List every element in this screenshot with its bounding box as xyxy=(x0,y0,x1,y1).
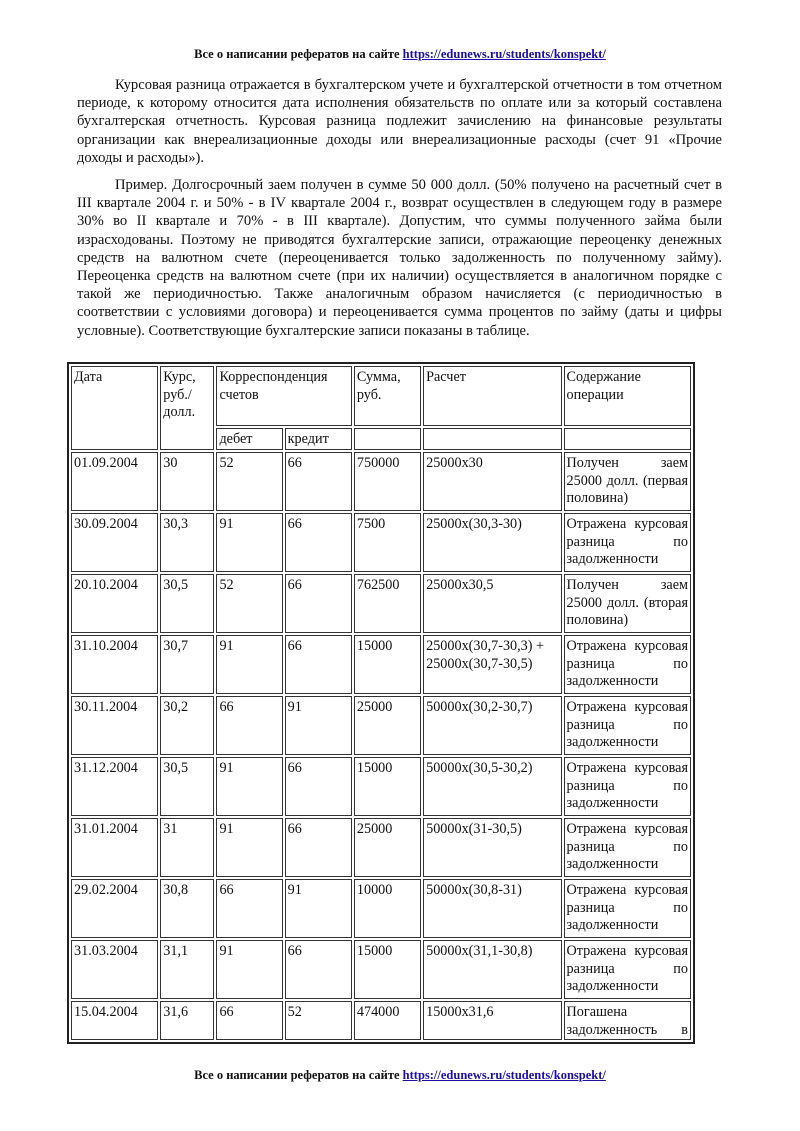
header-debit: дебет xyxy=(216,428,282,450)
cell-rate: 30,7 xyxy=(160,635,214,694)
operations-table xyxy=(67,362,695,1044)
cell-sum: 7500 xyxy=(354,513,421,572)
cell-credit: 66 xyxy=(285,513,352,572)
table-row xyxy=(71,513,691,572)
cell-desc: Погашена задолженность в xyxy=(564,1001,691,1040)
cell-desc: Отражена курсовая разница по задолженности xyxy=(564,513,691,572)
table-row xyxy=(71,635,691,694)
cell-rate: 30 xyxy=(160,452,214,511)
banner-text: Все о написании рефератов на сайте xyxy=(194,1068,403,1082)
cell-debit: 66 xyxy=(216,1001,282,1040)
table-row xyxy=(71,757,691,816)
header-rate: Курс, руб./ долл. xyxy=(160,366,214,450)
cell-debit: 91 xyxy=(216,818,282,877)
cell-credit: 66 xyxy=(285,818,352,877)
cell-rate: 30,5 xyxy=(160,574,214,633)
header-banner xyxy=(0,47,800,62)
cell-date: 31.03.2004 xyxy=(71,940,158,999)
paragraph-example: Пример. Долгосрочный заем получен в сумме 50 000 долл. (50% получено на расчетный счет в III квартале 2004 г. и 50% - в IV квартале 2004 г., возврат осуществлен в следующем году в размере 30% во II квартале и 70% - в III квартале). Допустим, что суммы полученного займа были израсходованы. Поэтому не приводятся бухгалтерские записи, отражающие переоценку денежных средств на валютном счете (переоценивается только задолженность по полученному займу). Переоценка средств на валютном счете (при их наличии) осуществляется в аналогичном порядке с такой же периодичностью. Также аналогичным образом начисляется (с периодичностью в соответствии с условиями договора) и переоценивается сумма процентов по займу (даты и цифры условные). Соответствующие бухгалтерские записи показаны в таблице. xyxy=(77,177,722,339)
cell-date: 15.04.2004 xyxy=(71,1001,158,1040)
cell-debit: 91 xyxy=(216,513,282,572)
cell-credit: 66 xyxy=(285,757,352,816)
cell-debit: 91 xyxy=(216,635,282,694)
cell-desc: Отражена курсовая разница по задолженности xyxy=(564,696,691,755)
cell-debit: 66 xyxy=(216,879,282,938)
cell-calc: 15000х31,6 xyxy=(423,1001,561,1040)
cell-debit: 91 xyxy=(216,940,282,999)
cell-debit: 52 xyxy=(216,574,282,633)
cell-desc: Отражена курсовая разница по задолженности xyxy=(564,940,691,999)
cell-desc: Получен заем 25000 долл. (первая половина) xyxy=(564,452,691,511)
header-sum: Сумма, руб. xyxy=(354,366,421,426)
table-row xyxy=(71,940,691,999)
cell-sum: 474000 xyxy=(354,1001,421,1040)
cell-rate: 30,8 xyxy=(160,879,214,938)
cell-calc: 50000х(30,2-30,7) xyxy=(423,696,561,755)
banner-link[interactable]: https://edunews.ru/students/konspekt/ xyxy=(402,47,606,61)
header-date: Дата xyxy=(71,366,158,450)
cell-debit: 91 xyxy=(216,757,282,816)
table-header-row xyxy=(71,366,691,426)
header-calculation: Расчет xyxy=(423,366,561,426)
banner-text: Все о написании рефератов на сайте xyxy=(194,47,403,61)
footer-banner xyxy=(0,1068,800,1083)
cell-calc: 25000х30,5 xyxy=(423,574,561,633)
cell-date: 29.02.2004 xyxy=(71,879,158,938)
table-row xyxy=(71,574,691,633)
cell-sum: 25000 xyxy=(354,696,421,755)
cell-calc: 50000х(31,1-30,8) xyxy=(423,940,561,999)
cell-rate: 30,2 xyxy=(160,696,214,755)
cell-desc: Отражена курсовая разница по задолженности xyxy=(564,757,691,816)
cell-credit: 91 xyxy=(285,696,352,755)
cell-debit: 52 xyxy=(216,452,282,511)
header-calc-empty xyxy=(423,428,561,450)
cell-date: 01.09.2004 xyxy=(71,452,158,511)
cell-calc: 25000х(30,3-30) xyxy=(423,513,561,572)
cell-debit: 66 xyxy=(216,696,282,755)
cell-desc: Отражена курсовая разница по задолженности xyxy=(564,879,691,938)
cell-credit: 66 xyxy=(285,452,352,511)
table-row xyxy=(71,818,691,877)
table-row xyxy=(71,879,691,938)
cell-rate: 30,3 xyxy=(160,513,214,572)
header-credit: кредит xyxy=(285,428,352,450)
cell-calc: 50000х(30,8-31) xyxy=(423,879,561,938)
cell-sum: 762500 xyxy=(354,574,421,633)
cell-rate: 31,1 xyxy=(160,940,214,999)
cell-calc: 25000х30 xyxy=(423,452,561,511)
header-sum-empty xyxy=(354,428,421,450)
cell-date: 30.11.2004 xyxy=(71,696,158,755)
cell-sum: 15000 xyxy=(354,635,421,694)
cell-rate: 31,6 xyxy=(160,1001,214,1040)
cell-credit: 52 xyxy=(285,1001,352,1040)
table-row xyxy=(71,696,691,755)
cell-rate: 30,5 xyxy=(160,757,214,816)
cell-sum: 750000 xyxy=(354,452,421,511)
cell-calc: 50000х(31-30,5) xyxy=(423,818,561,877)
table-row xyxy=(71,1001,691,1040)
header-desc-empty xyxy=(564,428,691,450)
header-description: Содержание операции xyxy=(564,366,691,426)
table-row xyxy=(71,452,691,511)
cell-credit: 66 xyxy=(285,940,352,999)
cell-date: 31.01.2004 xyxy=(71,818,158,877)
cell-desc: Получен заем 25000 долл. (вторая половина) xyxy=(564,574,691,633)
cell-sum: 15000 xyxy=(354,757,421,816)
cell-credit: 91 xyxy=(285,879,352,938)
cell-calc: 50000х(30,5-30,2) xyxy=(423,757,561,816)
cell-date: 20.10.2004 xyxy=(71,574,158,633)
cell-sum: 15000 xyxy=(354,940,421,999)
cell-sum: 10000 xyxy=(354,879,421,938)
cell-date: 31.10.2004 xyxy=(71,635,158,694)
cell-credit: 66 xyxy=(285,635,352,694)
cell-date: 31.12.2004 xyxy=(71,757,158,816)
cell-rate: 31 xyxy=(160,818,214,877)
cell-calc: 25000х(30,7-30,3) + 25000х(30,7-30,5) xyxy=(423,635,561,694)
cell-desc: Отражена курсовая разница по задолженности xyxy=(564,818,691,877)
cell-sum: 25000 xyxy=(354,818,421,877)
paragraph-exchange-difference: Курсовая разница отражается в бухгалтерском учете и бухгалтерской отчетности в том отчетном периоде, к которому относится дата исполнения обязательств по оплате или за который составлена бухгалтерская отчетность. Курсовая разница подлежит зачислению на финансовые результаты организации как внереализационные доходы или внереализационные расходы (счет 91 «Прочие доходы и расходы»). xyxy=(77,77,722,166)
header-correspondence: Корреспонденция счетов xyxy=(216,366,351,426)
cell-credit: 66 xyxy=(285,574,352,633)
cell-desc: Отражена курсовая разница по задолженности xyxy=(564,635,691,694)
banner-link[interactable]: https://edunews.ru/students/konspekt/ xyxy=(402,1068,606,1082)
cell-date: 30.09.2004 xyxy=(71,513,158,572)
